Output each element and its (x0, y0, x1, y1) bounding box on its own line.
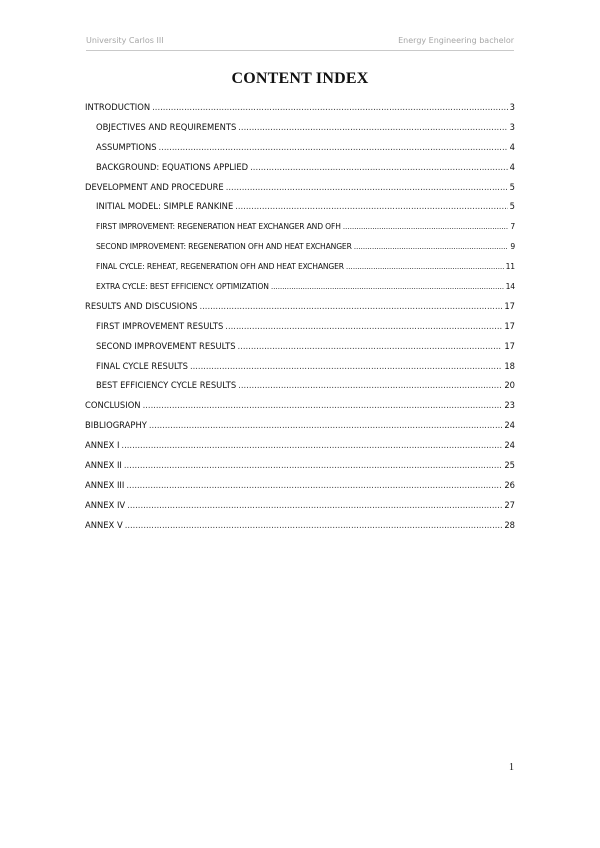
toc-entry-page: 7 (510, 222, 515, 232)
toc-entry[interactable] (85, 158, 515, 178)
page-title: CONTENT INDEX (231, 70, 369, 87)
toc-entry-page: 17 (504, 340, 515, 351)
toc-entry[interactable] (85, 277, 515, 297)
toc-entry-label: ANNEX IV (85, 499, 126, 510)
toc-entry-page: 3 (509, 102, 515, 112)
toc-entry[interactable] (85, 516, 515, 536)
toc-dot-leader (354, 237, 509, 257)
toc-dot-leader (271, 277, 504, 297)
toc-entry-label: CONCLUSION (85, 400, 141, 411)
toc-entry-page: 27 (504, 499, 515, 510)
toc-entry-label: ANNEX I (85, 440, 120, 451)
toc-dot-leader (143, 396, 503, 416)
toc-entry[interactable] (85, 138, 515, 158)
toc-entry-page: 3 (509, 121, 515, 132)
toc-entry-label: DEVELOPMENT AND PROCEDURE (85, 181, 224, 192)
toc-entry-page: 24 (504, 440, 515, 451)
toc-dot-leader (152, 98, 508, 118)
toc-entry[interactable] (85, 317, 515, 337)
toc-entry-label: SECOND IMPROVEMENT RESULTS (96, 340, 236, 351)
toc-dot-leader (250, 158, 508, 178)
toc-dot-leader (125, 516, 503, 536)
toc-entry-label: FINAL CYCLE RESULTS (96, 360, 188, 371)
toc-dot-leader (126, 476, 502, 496)
toc-dot-leader (346, 257, 504, 277)
toc-dot-leader (238, 376, 502, 396)
toc-entry-label: ANNEX III (85, 479, 125, 490)
toc-entry-page: 23 (504, 400, 515, 411)
toc-entry[interactable] (85, 197, 515, 217)
toc-entry[interactable] (85, 456, 515, 476)
toc-dot-leader (226, 178, 508, 198)
toc-entry-label: OBJECTIVES AND REQUIREMENTS (96, 121, 237, 132)
toc-dot-leader (343, 217, 509, 237)
toc-entry-label: FIRST IMPROVEMENT RESULTS (96, 320, 224, 331)
toc-entry-page: 14 (505, 282, 515, 292)
toc-entry-page: 28 (504, 519, 515, 530)
toc-entry-page: 4 (509, 161, 515, 172)
toc-entry[interactable] (85, 376, 515, 396)
toc-entry-label: RESULTS AND DISCUSIONS (85, 300, 198, 311)
toc-entry-label: FIRST IMPROVEMENT: REGENERATION HEAT EXCHANGER AND OFH (96, 222, 341, 232)
page-number: 1 (509, 762, 514, 773)
toc-entry[interactable] (85, 98, 515, 118)
toc-dot-leader (235, 197, 507, 217)
toc-entry-page: 5 (509, 201, 515, 212)
toc-entry-label: INTRODUCTION (85, 102, 151, 112)
toc-entry[interactable] (85, 436, 515, 456)
toc-entry-page: 24 (504, 420, 515, 431)
toc-entry[interactable] (85, 416, 515, 436)
toc-entry-page: 5 (509, 181, 515, 192)
toc-entry-page: 4 (509, 141, 515, 152)
toc-entry-page: 9 (510, 242, 515, 252)
toc-dot-leader (225, 317, 502, 337)
toc-dot-leader (238, 337, 503, 357)
toc-dot-leader (238, 118, 507, 138)
toc-entry-label: ANNEX II (85, 460, 122, 471)
toc-dot-leader (199, 297, 502, 317)
toc-entry-label: ASSUMPTIONS (96, 141, 157, 152)
toc-entry-label: BEST EFFICIENCY CYCLE RESULTS (96, 380, 237, 391)
toc-entry-label: ANNEX V (85, 519, 123, 530)
toc-entry[interactable] (85, 237, 515, 257)
toc-entry[interactable] (85, 257, 515, 277)
toc-entry-label: EXTRA CYCLE: BEST EFFICIENCY. OPTIMIZATION (96, 282, 269, 292)
toc-entry[interactable] (85, 178, 515, 198)
toc-entry-page: 25 (504, 460, 515, 471)
toc-entry-label: SECOND IMPROVEMENT: REGENERATION OFH AND HEAT EXCHANGER (96, 242, 352, 252)
table-of-contents (85, 98, 515, 536)
toc-dot-leader (149, 416, 502, 436)
header-degree: Energy Engineering bachelor (398, 36, 514, 45)
toc-entry[interactable] (85, 496, 515, 516)
header-institution: University Carlos III (86, 36, 164, 45)
toc-entry-label: BIBLIOGRAPHY (85, 420, 147, 431)
toc-entry[interactable] (85, 357, 515, 377)
toc-entry-label: BACKGROUND: EQUATIONS APPLIED (96, 161, 249, 172)
toc-entry[interactable] (85, 297, 515, 317)
toc-dot-leader (121, 436, 502, 456)
toc-entry-label: FINAL CYCLE: REHEAT, REGENERATION OFH AND HEAT EXCHANGER (96, 262, 344, 272)
toc-entry[interactable] (85, 337, 515, 357)
toc-dot-leader (124, 456, 502, 476)
toc-entry-page: 17 (504, 300, 515, 311)
toc-entry-page: 11 (505, 262, 515, 272)
toc-dot-leader (159, 138, 508, 158)
toc-entry-page: 17 (504, 320, 515, 331)
toc-entry[interactable] (85, 476, 515, 496)
toc-dot-leader (190, 357, 502, 377)
page-header (86, 36, 514, 51)
toc-entry-page: 20 (504, 380, 515, 391)
toc-entry[interactable] (85, 217, 515, 237)
toc-entry-page: 26 (504, 479, 515, 490)
toc-entry-label: INITIAL MODEL: SIMPLE RANKINE (96, 201, 234, 212)
toc-dot-leader (127, 496, 502, 516)
toc-entry[interactable] (85, 118, 515, 138)
toc-entry-page: 18 (504, 360, 515, 371)
toc-entry[interactable] (85, 396, 515, 416)
